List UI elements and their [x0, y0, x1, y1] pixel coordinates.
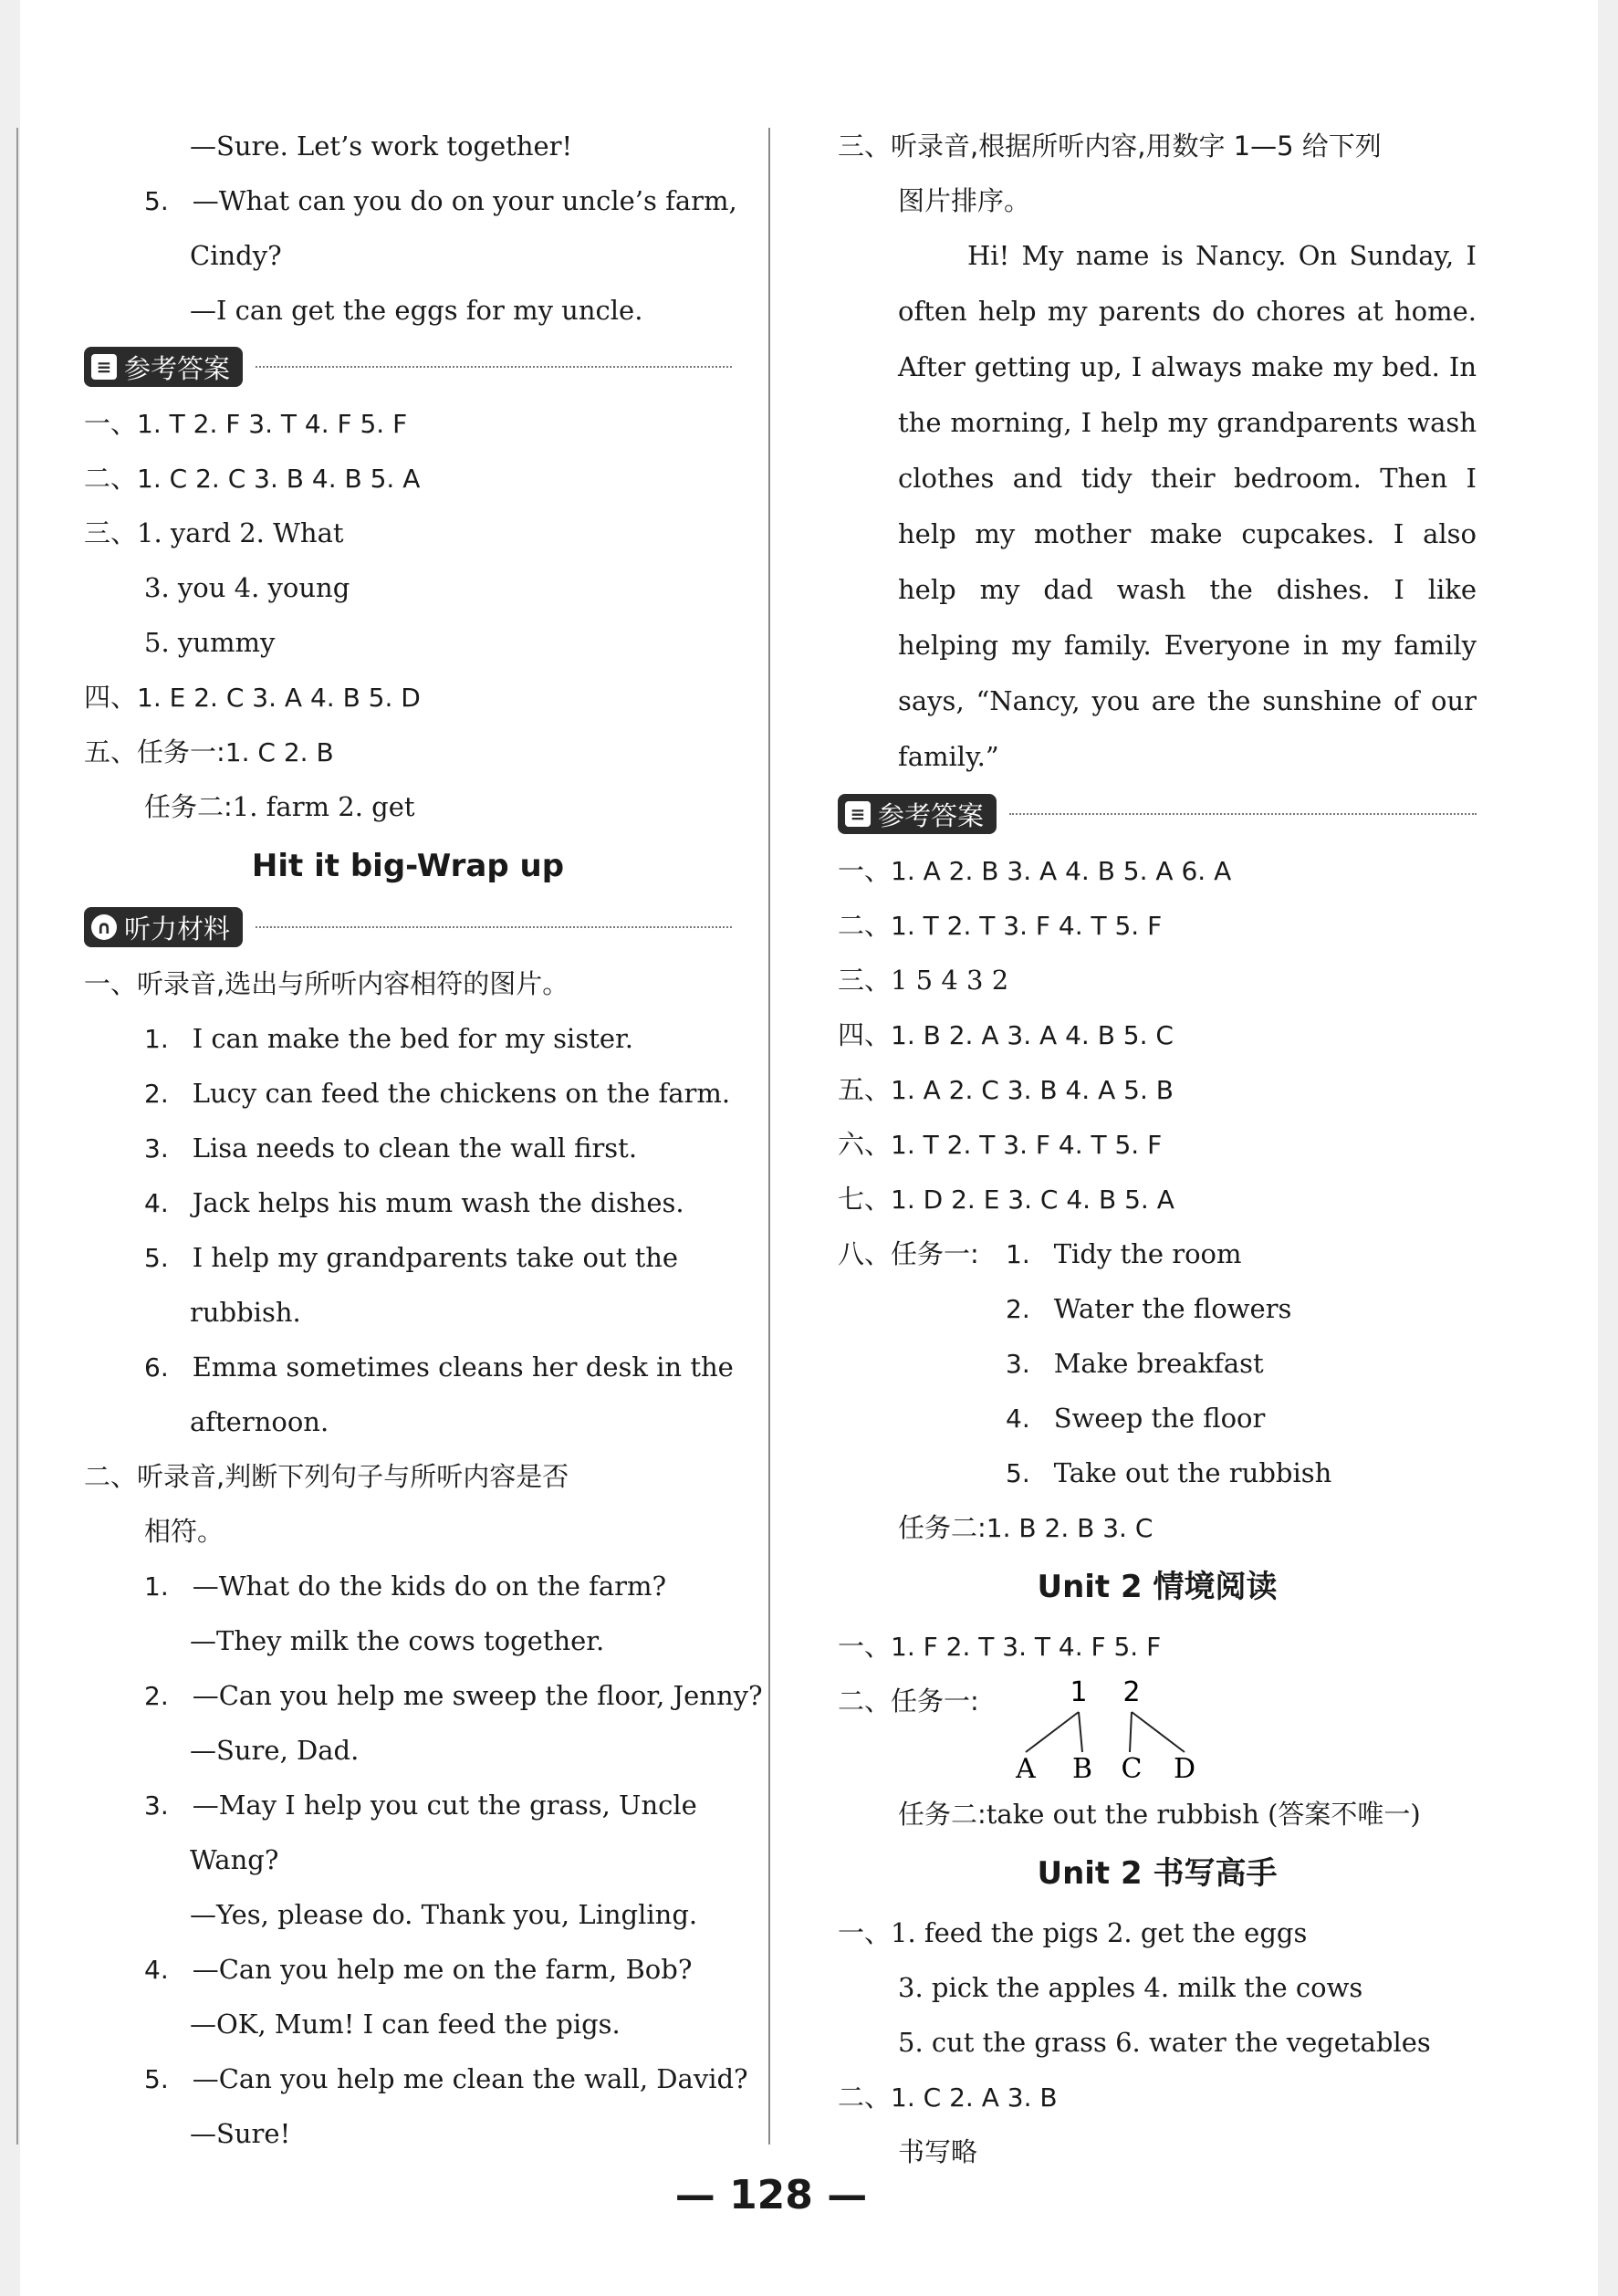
task-item [838, 1445, 1477, 1500]
answer-row: 3. pick the apples 4. milk the cows [898, 1972, 1363, 2003]
right-column [838, 119, 1477, 2179]
writing-title: Unit 2 书写高手 [1037, 1855, 1278, 1892]
task-label: 任务一: [891, 1238, 979, 1269]
task-label: 任务二: [898, 1512, 986, 1543]
question-text: 听录音,根据所听内容,用数字 1—5 给下列 [891, 130, 1382, 162]
answer-row [838, 1007, 1477, 1062]
tree-link [1132, 1712, 1185, 1752]
answer-text: 1. T 2. T 3. F 4. T 5. F [891, 1130, 1163, 1160]
dotted-rule [256, 366, 732, 368]
dialogue-item [84, 1668, 763, 1723]
row-label: 二、 [838, 910, 892, 941]
answers-badge [838, 794, 997, 834]
item-text: I can make the bed for my sister. [192, 1023, 633, 1054]
row-label: 一、 [84, 968, 138, 999]
row-label: 四、 [838, 1019, 892, 1050]
answer-text: 1. C 2. C 3. B 4. B 5. A [137, 464, 421, 494]
answer-row [84, 779, 732, 834]
row-label: 二、 [84, 463, 138, 494]
answer-text: 1. farm 2. get [232, 791, 415, 822]
row-label: 三、 [84, 517, 138, 548]
answer-row [84, 396, 732, 451]
item-text: Water the flowers [1053, 1293, 1292, 1324]
answer-row [84, 451, 732, 506]
item-number: 3. [1006, 1349, 1030, 1379]
answer-row [838, 898, 1477, 953]
listening-item [84, 1340, 732, 1394]
row-label: 三、 [838, 965, 892, 996]
tree-node-bottom: A [1016, 1753, 1036, 1785]
dialogue-text: —What can you do on your uncle’s farm, [192, 185, 737, 216]
answers-badge [84, 347, 243, 387]
answer-row: 5. yummy [144, 627, 276, 658]
listening-header [84, 898, 732, 956]
dotted-rule [1009, 813, 1477, 815]
answer-row [838, 1500, 1477, 1555]
item-number: 2. [1006, 1294, 1030, 1324]
dialogue-line: —I can get the eggs for my uncle. [190, 295, 643, 326]
item-text: Jack helps his mum wash the dishes. [192, 1187, 684, 1218]
tree-node-bottom: C [1121, 1753, 1143, 1785]
row-label: 二、 [84, 1461, 138, 1492]
dialogue-item [84, 173, 737, 228]
item-number: 3. [144, 1790, 169, 1821]
headphones-icon: ∩ [91, 914, 117, 940]
row-label: 一、 [838, 1631, 892, 1662]
answer-text: take out the rubbish (答案不唯一) [986, 1799, 1421, 1830]
answer-row [84, 506, 732, 560]
answer-row [838, 1619, 1477, 1674]
book-icon: ≡ [91, 354, 117, 380]
writing-note: 书写略 [898, 2136, 978, 2167]
dialogue-line: Wang? [190, 1844, 279, 1875]
dialogue-item [84, 2051, 748, 2106]
row-label: 八、 [838, 1238, 892, 1269]
page-edge-right [1598, 0, 1618, 2296]
item-text: Lucy can feed the chickens on the farm. [192, 1078, 731, 1109]
item-number: 4. [144, 1188, 169, 1218]
answer-text: 1. A 2. B 3. A 4. B 5. A 6. A [891, 856, 1232, 886]
item-number: 2. [144, 1079, 169, 1109]
dialogue-line: —Sure. Let’s work together! [190, 130, 573, 162]
dialogue-item [84, 1942, 732, 1997]
answer-text: 1. F 2. T 3. T 4. F 5. F [891, 1632, 1162, 1662]
item-number: 5. [144, 2064, 169, 2094]
tree-link [1026, 1712, 1079, 1752]
dialogue-line: —Sure, Dad. [190, 1735, 360, 1766]
column-divider [768, 128, 770, 2145]
item-text: Tidy the room [1053, 1238, 1242, 1269]
row-label: 三、 [838, 130, 892, 162]
dialogue-line: —They milk the cows together. [190, 1625, 605, 1656]
item-number: 2. [144, 1681, 169, 1711]
listening-badge-label: 听力材料 [124, 913, 231, 944]
answer-text: 1. C 2. B [224, 737, 334, 767]
item-continuation: rubbish. [190, 1297, 301, 1328]
dialogue-line: Cindy? [190, 240, 282, 271]
listening-item [84, 1011, 732, 1066]
answer-text: 1. C 2. A 3. B [891, 2082, 1058, 2113]
answer-row [838, 2070, 1477, 2124]
dialogue-text: —May I help you cut the grass, Uncle [192, 1790, 697, 1821]
item-number: 4. [144, 1955, 169, 1985]
answer-row [838, 1787, 1477, 1842]
dialogue-item [84, 1559, 732, 1613]
answers-header [838, 785, 1477, 843]
answer-row [838, 843, 1477, 898]
answers-badge-label: 参考答案 [124, 352, 231, 384]
answer-text: 1. T 2. T 3. F 4. T 5. F [891, 911, 1163, 941]
dialogue-line: —Yes, please do. Thank you, Lingling. [190, 1899, 698, 1930]
question-text: 听录音,选出与所听内容相符的图片。 [137, 968, 569, 999]
answer-text: 1. E 2. C 3. A 4. B 5. D [137, 683, 421, 713]
listening-item [84, 1230, 732, 1285]
item-text: I help my grandparents take out the [192, 1242, 679, 1273]
task-label: 任务一: [891, 1685, 979, 1717]
tree-node-bottom: D [1173, 1753, 1196, 1785]
answer-row: 3. you 4. young [144, 572, 350, 603]
listening-item [84, 1066, 732, 1121]
question-heading [84, 1449, 732, 1504]
item-number: 1. [144, 1571, 169, 1602]
item-number: 1. [1006, 1239, 1030, 1269]
answer-text: 1. feed the pigs 2. get the eggs [891, 1917, 1308, 1948]
reading-title: Unit 2 情境阅读 [1037, 1569, 1278, 1605]
answer-text: 1. A 2. C 3. B 4. A 5. B [891, 1075, 1174, 1105]
dialogue-text: —What do the kids do on the farm? [192, 1571, 667, 1602]
item-text: Emma sometimes cleans her desk in the [192, 1352, 734, 1383]
tree-node-top: 2 [1122, 1676, 1141, 1708]
tree-link [1130, 1712, 1132, 1752]
section-title: Hit it big-Wrap up [251, 848, 565, 884]
passage [838, 228, 1477, 785]
answer-row [838, 1117, 1477, 1172]
listening-badge [84, 907, 243, 947]
item-number: 5. [144, 186, 169, 216]
item-number: 6. [144, 1352, 169, 1383]
row-label: 七、 [838, 1184, 892, 1215]
listening-item [84, 1175, 732, 1230]
tree-node-bottom: B [1071, 1753, 1093, 1785]
item-continuation: afternoon. [190, 1406, 329, 1437]
item-text: Take out the rubbish [1053, 1457, 1332, 1488]
passage-text: Hi! My name is Nancy. On Sunday, I often help my parents do chores at home. After getting up, I always make my bed. In the morning, I help my grandparents wash clothes and tidy their bedroom. Then I help my mother make cupcakes. I also help my dad wash the dishes. I like helping my family. Everyone in my family says, “Nancy, you are the sunshine of our family.” [898, 240, 1477, 772]
left-column [84, 119, 763, 2161]
dialogue-text: —Can you help me on the farm, Bob? [192, 1954, 693, 1985]
dialogue-line: —OK, Mum! I can feed the pigs. [190, 2009, 621, 2040]
answer-text: 1 5 4 3 2 [891, 965, 1009, 996]
margin-rule [16, 128, 18, 2145]
item-number: 4. [1006, 1404, 1030, 1434]
task-label: 任务二: [144, 791, 233, 822]
question-text-continued: 相符。 [144, 1516, 224, 1547]
item-text: Make breakfast [1053, 1348, 1264, 1379]
row-label: 五、 [84, 736, 138, 767]
row-label: 二、 [838, 2082, 892, 2113]
answer-text: 1. yard 2. What [137, 517, 344, 548]
row-label: 一、 [84, 408, 138, 439]
listening-items [84, 1011, 732, 1230]
question-text: 听录音,判断下列句子与所听内容是否 [137, 1461, 569, 1492]
item-text: Lisa needs to clean the wall first. [192, 1132, 638, 1164]
answer-row: 5. cut the grass 6. water the vegetables [898, 2027, 1431, 2058]
answer-row [838, 1172, 1477, 1226]
answer-text: 1. B 2. B 3. C [986, 1513, 1153, 1543]
task-label: 任务一: [137, 736, 225, 767]
answer-row [84, 725, 732, 779]
dotted-rule [256, 926, 732, 928]
answers-header [84, 338, 732, 396]
tree-answer-row [838, 1674, 1477, 1787]
row-label: 五、 [838, 1074, 892, 1105]
item-number: 3. [144, 1133, 169, 1164]
task-items [838, 1226, 1477, 1500]
item-number: 5. [144, 1243, 169, 1273]
page-number: — 128 — [674, 2172, 868, 2218]
answer-text: 1. B 2. A 3. A 4. B 5. C [891, 1020, 1174, 1050]
question-heading [838, 119, 1477, 173]
dialogue-item [84, 1778, 732, 1832]
answer-text: 1. D 2. E 3. C 4. B 5. A [891, 1185, 1174, 1215]
task-item [838, 1391, 1477, 1445]
dialogue-line: —Sure! [190, 2118, 291, 2149]
answer-row [838, 1905, 1477, 1960]
item-number: 1. [144, 1024, 169, 1054]
tree-link [1079, 1712, 1082, 1752]
answers-badge-label: 参考答案 [878, 799, 985, 831]
matching-tree [975, 1674, 1248, 1787]
book-icon: ≡ [845, 801, 871, 827]
question-text-continued: 图片排序。 [898, 185, 1031, 216]
tree-node-top: 1 [1070, 1676, 1088, 1708]
row-label: 二、 [838, 1685, 892, 1717]
answer-text: 1. T 2. F 3. T 4. F 5. F [137, 409, 408, 439]
item-number: 5. [1006, 1458, 1030, 1488]
row-label: 六、 [838, 1129, 892, 1160]
task-item [838, 1336, 1477, 1391]
task-item [838, 1226, 1477, 1281]
row-label: 四、 [84, 682, 138, 713]
answer-row [838, 953, 1477, 1007]
row-label: 一、 [838, 855, 892, 886]
listening-item [84, 1121, 732, 1175]
answer-row [84, 670, 732, 725]
task-label: 任务二: [898, 1799, 986, 1830]
row-label: 一、 [838, 1917, 892, 1948]
item-text: Sweep the floor [1053, 1403, 1266, 1434]
dialogue-text: —Can you help me sweep the floor, Jenny? [192, 1680, 763, 1711]
question-heading [84, 956, 732, 1011]
task-item [838, 1281, 1477, 1336]
answer-row [838, 1062, 1477, 1117]
dialogue-text: —Can you help me clean the wall, David? [192, 2063, 748, 2094]
